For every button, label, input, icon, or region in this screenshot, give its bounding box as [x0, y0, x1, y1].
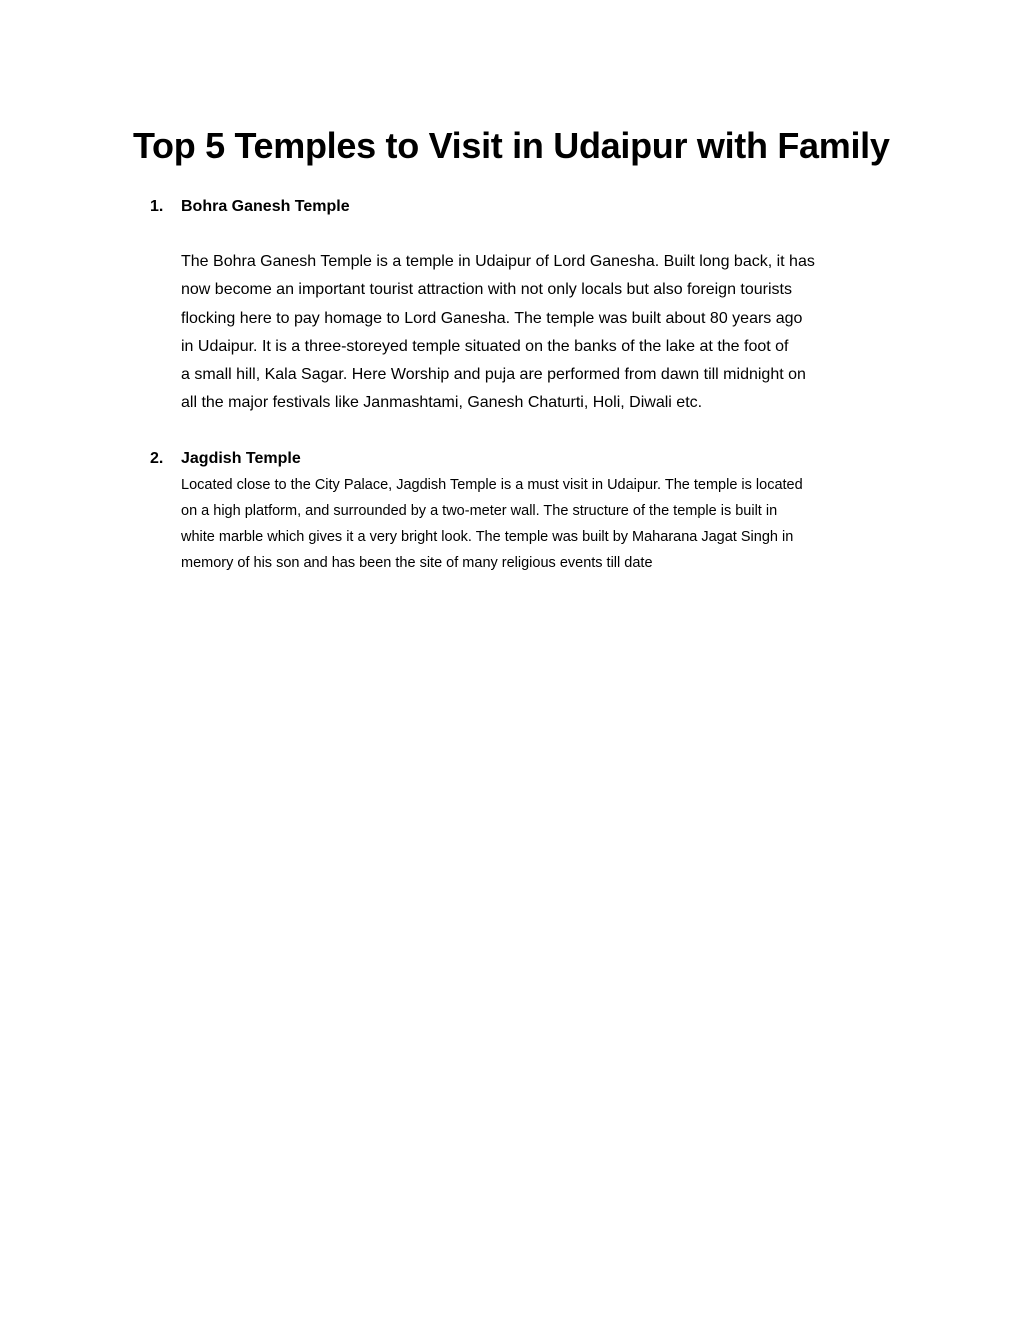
paragraph-line: memory of his son and has been the site of many religious events till date [181, 555, 653, 571]
paragraph-line: in Udaipur. It is a three-storeyed temple situated on the banks of the lake at the foot of [181, 337, 789, 355]
paragraph-line: The Bohra Ganesh Temple is a temple in Udaipur of Lord Ganesha. Built long back, it has [181, 253, 815, 270]
paragraph-line: all the major festivals like Janmashtami, Ganesh Chaturti, Holi, Diwali etc. [181, 394, 703, 412]
list-item-bohra-ganesh-temple [150, 194, 910, 418]
item-paragraph [181, 248, 910, 418]
item-number: 2. [150, 450, 164, 467]
paragraph-line: a small hill, Kala Sagar. Here Worship and puja are performed from dawn till midnight on [181, 366, 806, 384]
item-heading [150, 446, 910, 472]
document-title: Top 5 Temples to Visit in Udaipur with Family [133, 125, 890, 166]
list-item-jagdish-temple [150, 446, 910, 576]
paragraph-line: on a high platform, and surrounded by a two-meter wall. The structure of the temple is built in [181, 503, 778, 519]
item-heading [150, 194, 910, 220]
item-paragraph [181, 472, 910, 576]
paragraph-line: white marble which gives it a very bright look. The temple was built by Maharana Jagat Singh in [181, 529, 794, 545]
paragraph-line: flocking here to pay homage to Lord Ganesha. The temple was built about 80 years ago [181, 309, 803, 327]
item-title: Bohra Ganesh Temple [181, 198, 350, 215]
paragraph-line: now become an important tourist attraction with not only locals but also foreign tourists [181, 281, 792, 299]
item-number: 1. [150, 198, 164, 215]
item-title: Jagdish Temple [181, 450, 301, 467]
paragraph-line: Located close to the City Palace, Jagdish Temple is a must visit in Udaipur. The temple is located [181, 477, 803, 493]
